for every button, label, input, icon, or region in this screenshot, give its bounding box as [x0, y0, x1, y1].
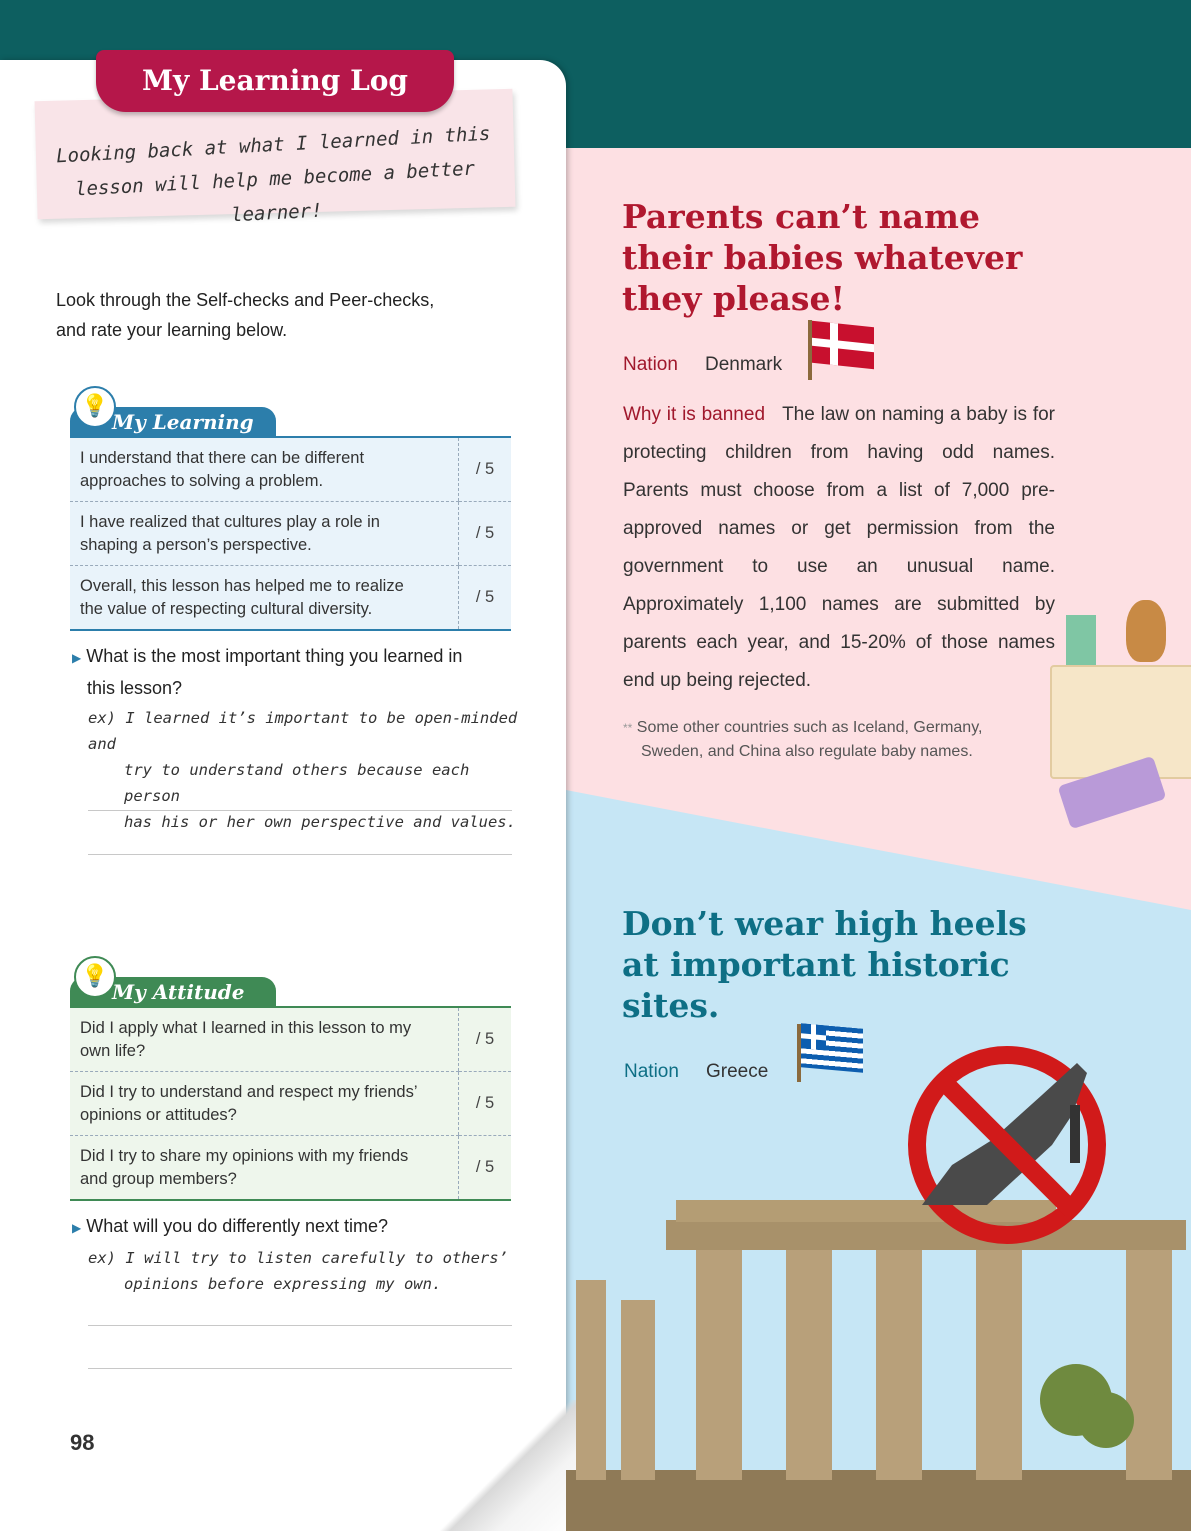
table-row: [70, 1007, 511, 1072]
no-high-heels-icon: [892, 1045, 1122, 1245]
greece-flag-icon: [801, 1023, 863, 1072]
my-attitude-table: [70, 1006, 511, 1201]
learning-example: ex) I learned it’s important to be open-minded and try to understand others because each person has his or her own perspective and values.: [88, 709, 518, 831]
score-field[interactable]: / 5: [459, 437, 512, 502]
my-learning-tab: My Learning: [70, 407, 276, 437]
article1-why-banned: [623, 396, 1055, 700]
statement: Did I try to share my opinions with my friends and group members?: [70, 1136, 459, 1201]
table-row: [70, 566, 511, 631]
article1-headline: Parents can’t name their babies whatever they please!: [622, 197, 1023, 318]
subtitle-line-2: lesson will help me become a better learner!: [74, 157, 476, 227]
statement: Overall, this lesson has helped me to realize the value of respecting cultural diversity.: [70, 566, 459, 631]
my-attitude-tab: My Attitude: [70, 977, 276, 1007]
score-field[interactable]: / 5: [459, 1136, 512, 1201]
article1-nation-label: Nation: [623, 354, 678, 375]
score-field[interactable]: / 5: [459, 502, 512, 566]
teddy-bear-illustration: [1126, 600, 1166, 662]
article1-footnote: ** Some other countries such as Iceland, Germany, Sweden, and China also regulate baby names.: [623, 719, 983, 760]
attitude-question: ▶ What will you do differently next time?: [72, 1216, 389, 1236]
statement: Did I try to understand and respect my friends’ opinions or attitudes?: [70, 1072, 459, 1136]
answer-line[interactable]: [88, 1368, 512, 1369]
table-row: [70, 437, 511, 502]
table-row: [70, 1072, 511, 1136]
table-row: [70, 1136, 511, 1201]
score-field[interactable]: / 5: [459, 1072, 512, 1136]
learning-log-title: My Learning Log: [141, 64, 409, 97]
table-row: [70, 502, 511, 566]
books-illustration: [1066, 615, 1096, 667]
statement: I understand that there can be different approaches to solving a problem.: [70, 437, 459, 502]
article2-nation-label: Nation: [624, 1061, 679, 1082]
score-field[interactable]: / 5: [459, 566, 512, 631]
why-banned-label: Why it is banned: [623, 404, 766, 425]
intro-text: [56, 285, 526, 345]
intro-line-1: Look through the Self-checks and Peer-checks,: [56, 290, 435, 310]
page-number: 98: [70, 1430, 95, 1455]
answer-line[interactable]: [88, 810, 512, 811]
score-field[interactable]: / 5: [459, 1007, 512, 1072]
answer-line[interactable]: [88, 1325, 512, 1326]
dresser-illustration: [1050, 665, 1191, 779]
article2-nation: Greece: [706, 1061, 769, 1082]
why-banned-text: The law on naming a baby is for protecting children from having odd names. Parents must choose from a list of 7,000 pre-approved names or get permission from the government to use an unusual name. Approximately 1,100 names are submitted by parents each year, and 15-20% of those names end up being rejected.: [623, 404, 1055, 691]
triangle-bullet-icon: ▶: [72, 651, 82, 665]
intro-line-2: and rate your learning below.: [56, 320, 288, 340]
statement: I have realized that cultures play a role in shaping a person’s perspective.: [70, 502, 459, 566]
learning-log-ribbon: [96, 50, 454, 112]
subtitle-line-1: Looking back at what I learned in this: [55, 122, 491, 168]
learning-question: ▶ What is the most important thing you learned in this lesson?: [72, 646, 463, 698]
article1-nation: Denmark: [705, 354, 783, 375]
denmark-flag-icon: [812, 321, 874, 370]
triangle-bullet-icon: ▶: [72, 1221, 82, 1235]
lightbulb-icon: 💡: [74, 956, 116, 998]
attitude-example: ex) I will try to listen carefully to others’ opinions before expressing my own.: [88, 1249, 508, 1293]
article2-headline: Don’t wear high heels at important historic sites.: [622, 904, 1027, 1025]
answer-line[interactable]: [88, 854, 512, 855]
my-learning-table: [70, 436, 511, 631]
lightbulb-icon: 💡: [74, 386, 116, 428]
page-curl: [440, 1400, 580, 1531]
statement: Did I apply what I learned in this lesson to my own life?: [70, 1007, 459, 1072]
